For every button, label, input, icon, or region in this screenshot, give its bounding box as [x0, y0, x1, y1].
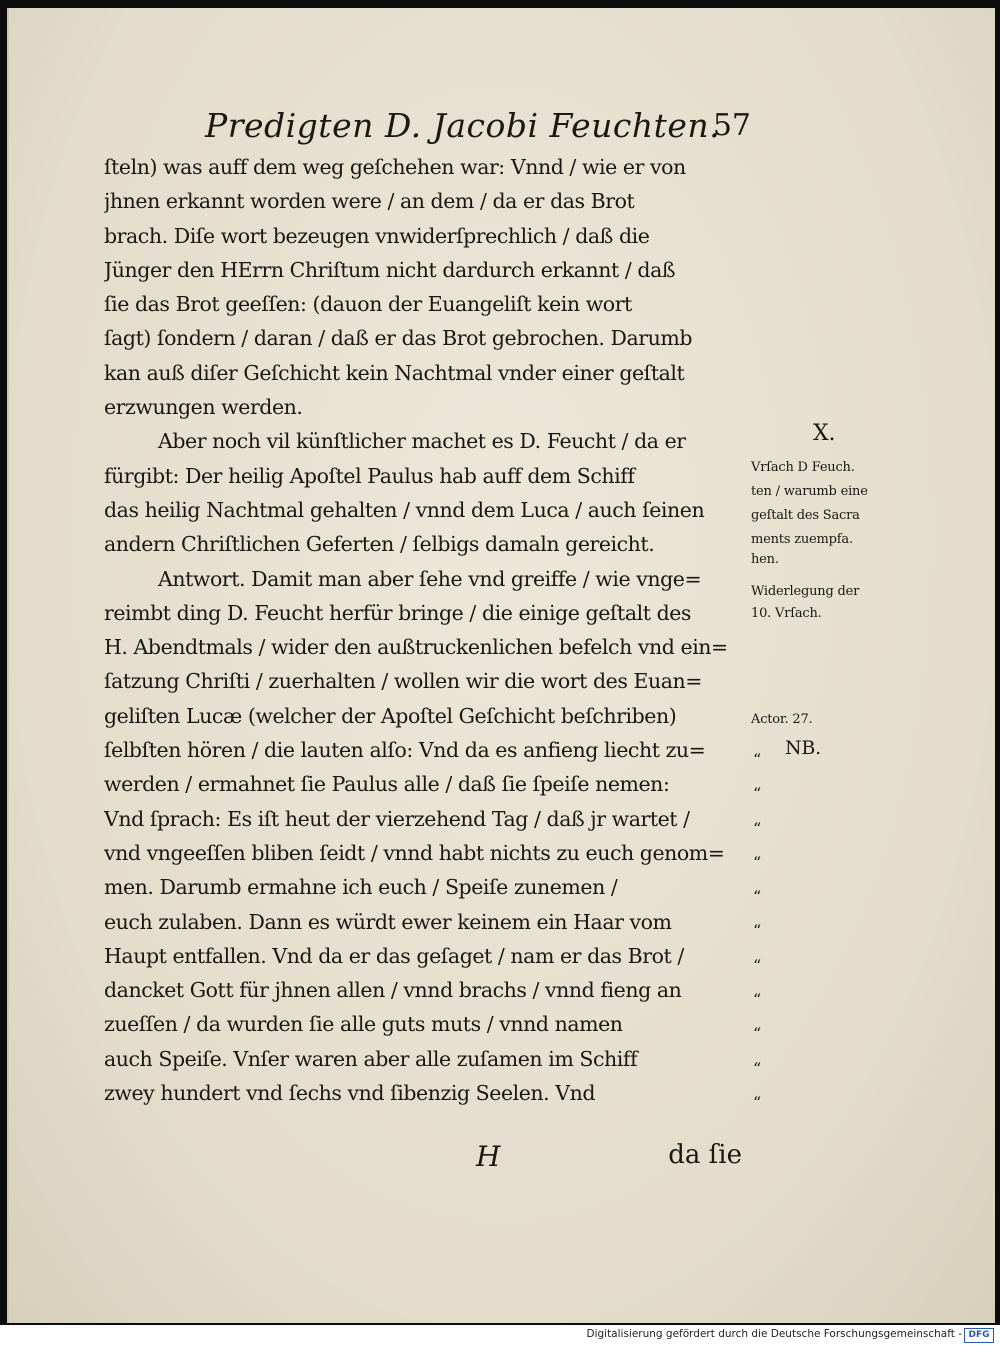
text-line: Aber noch vil künſtlicher machet es D. Feucht / da er	[158, 429, 686, 454]
text-line: ſteln) was auff dem weg geſchehen war: Vnnd / wie er von	[104, 155, 686, 179]
margin-note-line: hen.	[751, 552, 779, 567]
text-line: brach. Diſe wort bezeugen vnwiderſprechlich / daß die	[104, 223, 650, 248]
quote-mark: “	[753, 1058, 762, 1078]
margin-note-line: Widerlegung der	[751, 584, 860, 599]
text-line: kan auß diſer Geſchicht kein Nachtmal vnder einer geſtalt	[104, 360, 685, 385]
text-line: reimbt ding D. Feucht herfür bringe / die einige geſtalt des	[104, 600, 691, 625]
text-line: geliſten Lucæ (welcher der Apoſtel Geſchicht beſchriben)	[104, 703, 677, 728]
text-line: fürgibt: Der heilig Apoſtel Paulus hab auff dem Schiff	[104, 463, 635, 488]
text-line: vnd vngeeſſen bliben ſeidt / vnnd habt nichts zu euch genom=	[104, 840, 725, 865]
text-line: H. Abendtmals / wider den außtruckenlichen befelch vnd ein=	[104, 635, 728, 660]
text-line: jhnen erkannt worden were / an dem / da er das Brot	[104, 189, 635, 214]
margin-note-line: ten / warumb eine	[751, 484, 868, 499]
footer-bar	[0, 1325, 1000, 1345]
quote-mark: “	[753, 887, 762, 907]
text-line: Jünger den HErrn Chriſtum nicht dardurch erkannt / daß	[104, 257, 676, 282]
body-text	[104, 150, 746, 1110]
text-line: euch zulaben. Dann es würdt ewer keinem ein Haar vom	[104, 909, 672, 934]
footer-credit: Digitalisierung gefördert durch die Deutsche Forschungsgemeinschaft -	[586, 1328, 962, 1340]
quote-mark: “	[753, 1024, 762, 1044]
margin-note-nb: NB.	[785, 737, 822, 759]
quotation-marks-column	[753, 743, 773, 1120]
quote-mark: “	[753, 784, 762, 804]
text-line: das heilig Nachtmal gehalten / vnnd dem Luca / auch ſeinen	[104, 497, 705, 522]
margin-note-line: Vrſach D Feuch.	[751, 460, 855, 475]
catchword-row	[104, 1140, 746, 1180]
book-page	[7, 8, 995, 1323]
text-line: ſelbſten hören / die lauten alſo: Vnd da es anfieng liecht zu=	[104, 738, 706, 763]
quote-mark: “	[753, 852, 762, 872]
margin-note-line: 10. Vrſach.	[751, 606, 822, 621]
text-line: Antwort. Damit man aber ſehe vnd greiffe / wie vnge=	[158, 566, 702, 591]
text-line: zwey hundert vnd ſechs vnd ſibenzig Seelen. Vnd	[104, 1081, 596, 1106]
text-line: andern Chriſtlichen Geferten / ſelbigs damaln gereicht.	[104, 532, 655, 557]
text-line: ſatzung Chriſti / zuerhalten / wollen wir die wort des Euan=	[104, 669, 702, 694]
text-line: Haupt entfallen. Vnd da er das geſaget / nam er das Brot /	[104, 943, 684, 968]
margin-roman-numeral: X.	[813, 421, 836, 446]
running-title: Predigten D. Jacobi Feuchten.	[205, 106, 721, 145]
signature-mark: H	[476, 1140, 501, 1173]
margin-note-line: geſtalt des Sacra	[751, 508, 860, 523]
text-line: zueſſen / da wurden ſie alle guts muts / vnnd namen	[104, 1012, 623, 1037]
text-line: werden / ermahnet ſie Paulus alle / daß ſie ſpeiſe nemen:	[104, 772, 670, 797]
text-line: Vnd ſprach: Es iſt heut der vierzehend Tag / daß jr wartet /	[104, 806, 690, 831]
page-number: 57	[712, 108, 751, 143]
text-line: ſie das Brot geeſſen: (dauon der Euangeliſt kein wort	[104, 292, 632, 317]
quote-mark: “	[753, 750, 762, 769]
margin-note-reference: Actor. 27.	[751, 712, 813, 727]
text-line: erzwungen werden.	[104, 395, 303, 420]
page-header	[199, 106, 759, 152]
margin-note-line: ments zuempfa.	[751, 532, 853, 547]
dfg-logo: DFG	[964, 1328, 994, 1343]
text-line: ſagt) ſondern / daran / daß er das Brot gebrochen. Darumb	[104, 326, 693, 351]
quote-mark: “	[753, 955, 762, 975]
quote-mark: “	[753, 1092, 762, 1112]
text-line: auch Speiſe. Vnſer waren aber alle zuſamen im Schiff	[104, 1046, 638, 1071]
catchword: da ſie	[668, 1140, 742, 1170]
quote-mark: “	[753, 921, 762, 941]
quote-mark: “	[753, 990, 762, 1010]
quote-mark: “	[753, 818, 762, 838]
text-line: dancket Gott für jhnen allen / vnnd brachs / vnnd fieng an	[104, 978, 682, 1003]
text-line: men. Darumb ermahne ich euch / Speiſe zunemen /	[104, 875, 618, 900]
